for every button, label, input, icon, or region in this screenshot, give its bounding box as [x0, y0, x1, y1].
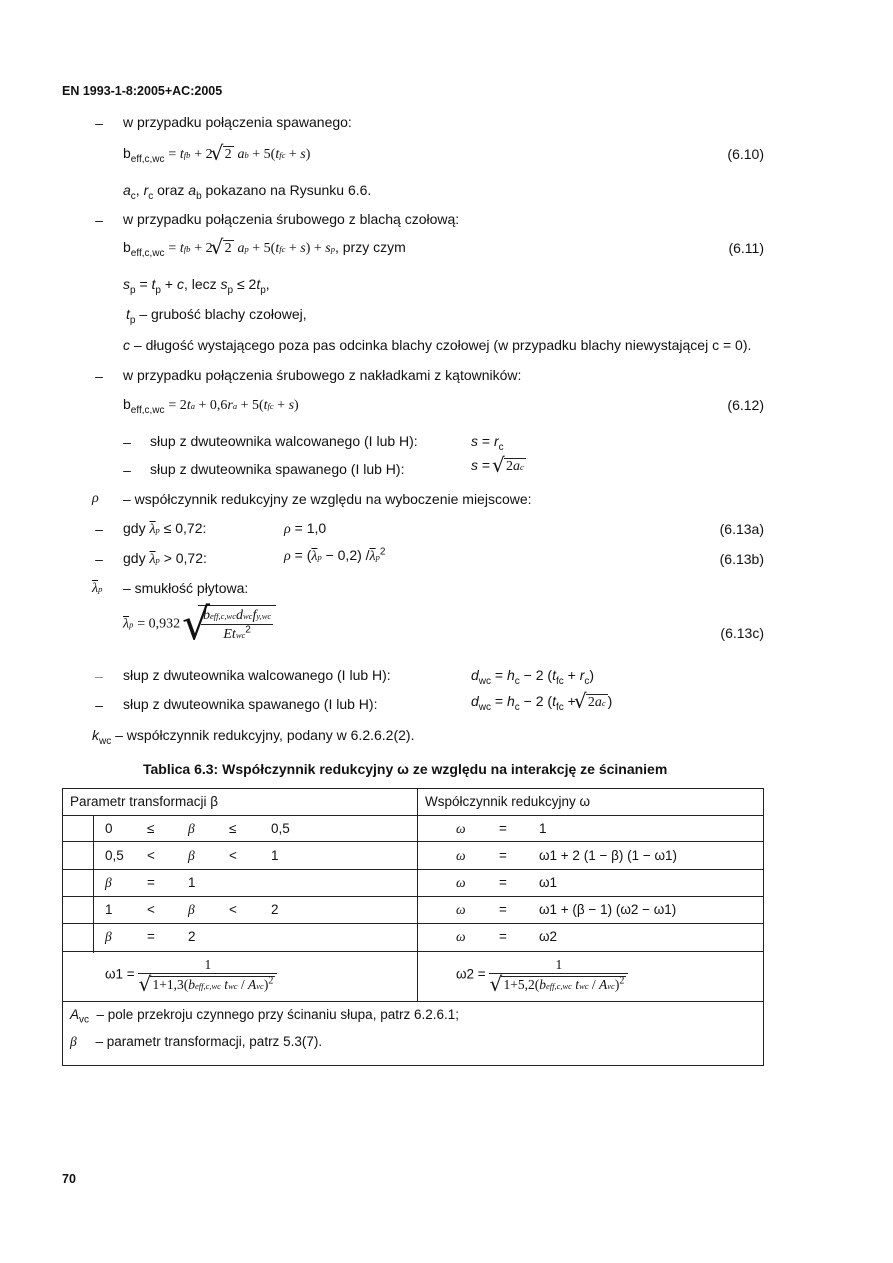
equation-number-6-11: (6.11) [728, 240, 764, 256]
table-cell: = [499, 929, 507, 944]
bullet-dash: – [95, 212, 103, 228]
s-welded: s = √ 2ac [471, 457, 526, 475]
table-row-divider [63, 923, 763, 924]
kwc-definition: $k_{wc}$ – współczynnik redukcyjny, podany w 6.2.6.2(2). [92, 727, 415, 747]
equation-6-11-tail: , przy czym [334, 239, 406, 255]
omega1-label: ω1 = [105, 966, 135, 982]
table-indent-line [93, 815, 94, 953]
note-6-10: $a_c$, $r_c$ oraz $a_b$ pokazano na Rysunku 6.6. [123, 182, 372, 202]
table-cell: ≤ [147, 821, 155, 836]
table-row-divider [63, 841, 763, 842]
table-cell: < [147, 848, 155, 863]
table-cell: β [188, 848, 195, 863]
condition-b: > 0,72: [163, 550, 207, 566]
table-cell: ω [456, 902, 466, 917]
table-cell: = [499, 875, 507, 890]
equation-number-6-13a: (6.13a) [719, 521, 764, 537]
table-row-divider [63, 1001, 763, 1002]
table-cell: = [147, 929, 155, 944]
bolted-intro-text: w przypadku połączenia śrubowego z blachą czołową: [123, 211, 460, 227]
bullet-dash: – [95, 668, 103, 684]
lambda-symbol: $\overline{\lambda}p$ [92, 581, 103, 596]
welded-intro-text: w przypadku połączenia spawanego: [123, 114, 352, 130]
table-cell: ω [456, 848, 466, 863]
s-rolled: $s = r_c$ [471, 433, 504, 453]
table-cell: 0,5 [105, 848, 124, 863]
omega1-numerator: 1 [204, 957, 212, 972]
table-cell: ω [456, 929, 466, 944]
table-row-divider [63, 815, 763, 816]
reduction-factor-table [62, 788, 764, 1066]
table-cell: ≤ [229, 821, 237, 836]
table-cell: < [229, 848, 237, 863]
table-cell: = [499, 848, 507, 863]
equation-number-6-10: (6.10) [727, 146, 764, 162]
rolled-column-text: słup z dwuteownika walcowanego (I lub H): [150, 433, 418, 449]
table-row-divider [63, 869, 763, 870]
table-cell: ω1 + 2 (1 − β) (1 − ω1) [539, 848, 678, 863]
lambda-description: – smukłość płytowa: [123, 580, 249, 596]
bullet-dash: – [95, 368, 103, 384]
table-cell: < [147, 902, 155, 917]
omega2-label: ω2 = [456, 966, 486, 982]
welded-column-text: słup z dwuteownika spawanego (I lub H): [150, 461, 405, 477]
sp-condition: $s_p = t_p + c$, lecz $s_p \le 2t_p$, [123, 276, 270, 296]
bullet-dash: – [95, 521, 103, 537]
equation-6-12: $b_{eff,c,wc} = 2ta + 0,6ra + 5(tfc + s)$ [123, 396, 299, 416]
table-cell: ω1 [539, 875, 558, 890]
omega2-coefficient: 1+5,2 [503, 977, 535, 992]
table-cell: β [188, 821, 195, 836]
condition-6-13b: gdy $\overline{\lambda}p > 0,72$: [123, 550, 207, 567]
table-note-beta-text: – parametr transformacji, patrz 5.3(7). [95, 1034, 323, 1049]
c-definition-text: – długość wystającego poza pas odcinka blachy czołowej (w przypadku blachy niewystającej c = 0). [133, 337, 752, 353]
table-cell: β [105, 929, 112, 944]
gdy-label: gdy [123, 520, 146, 536]
table-cell: ω [456, 875, 466, 890]
table-cell: β [188, 902, 195, 917]
kwc-definition-text: – współczynnik redukcyjny, podany w 6.2.6.2(2). [115, 727, 415, 743]
table-cell: 2 [271, 902, 279, 917]
table-header-beta: Parametr transformacji β [70, 794, 219, 809]
table-note-beta: β – parametr transformacji, patrz 5.3(7). [70, 1034, 323, 1049]
condition-a: ≤ 0,72: [163, 520, 207, 536]
dwc-rolled: $d_{wc} = h_c - 2$ $(t_{fc} + r_c)$ [471, 667, 595, 687]
condition-6-13a: gdy $\overline{\lambda}p \le 0,72$: [123, 520, 207, 537]
equation-6-13c: $\overline{\lambda}p = 0,932$ √ $\frac{\text{beff,c,wcdwcfy,wc}}{Etwc^2}$ [123, 605, 276, 643]
angle-intro-text: w przypadku połączenia śrubowego z nakładkami z kątowników: [123, 367, 522, 383]
omega1-formula: ω1 = 1 √ 1+1,3(beff,c,wc twc / Avc)$^2$ [105, 957, 277, 993]
table-cell: 1 [188, 875, 196, 890]
equation-number-6-13c: (6.13c) [720, 625, 764, 641]
table-cell: 0,5 [271, 821, 290, 836]
omega1-coefficient: 1+1,3 [152, 977, 184, 992]
table-note-avc-text: – pole przekroju czynnego przy ścinaniu słupa, patrz 6.2.6.1; [96, 1007, 459, 1022]
table-column-divider [417, 789, 418, 1001]
table-cell: 1 [539, 821, 547, 836]
rho-description: – współczynnik redukcyjny ze względu na wyboczenie miejscowe: [123, 491, 532, 507]
table-cell: 0 [105, 821, 113, 836]
table-cell: ω1 + (β − 1) (ω2 − ω1) [539, 902, 677, 917]
equation-6-11: $b_{eff,c,wc}$ = tfb + 2 √ 2 ap + 5(tfc + s) + sp, przy czym [123, 239, 406, 257]
bullet-dash: – [123, 462, 131, 478]
table-cell: ω [456, 821, 466, 836]
bullet-dash: – [95, 115, 103, 131]
table-cell: < [229, 902, 237, 917]
rho-value-b: $\rho = (\overline{\lambda}p - 0,2)$ $/\overline{\lambda}p^2$ [284, 546, 386, 564]
table-cell: = [499, 902, 507, 917]
table-cell: ω2 [539, 929, 558, 944]
table-row-divider [63, 896, 763, 897]
omega2-formula: ω2 = 1 √ 1+5,2(beff,c,wc twc / Avc)$^2$ [456, 957, 628, 993]
bullet-dash: – [95, 697, 103, 713]
equation-number-6-13b: (6.13b) [719, 551, 764, 567]
dwc-welded: $d_{wc} = h_c - 2$ ($t_{fc}$ + √ 2ac ) [471, 693, 612, 711]
table-title: Tablica 6.3: Współczynnik redukcyjny ω ze względu na interakcję ze ścinaniem [143, 761, 668, 777]
table-row-divider [63, 951, 763, 952]
table-cell: = [147, 875, 155, 890]
table-cell: β [105, 875, 112, 890]
table-note-avc: $A_{vc}$ – pole przekroju czynnego przy ścinaniu słupa, patrz 6.2.6.1; [70, 1007, 459, 1026]
omega2-numerator: 1 [555, 957, 563, 972]
table-cell: 2 [188, 929, 196, 944]
welded-column-dwc-text: słup z dwuteownika spawanego (I lub H): [123, 696, 378, 712]
rho-symbol: ρ [92, 491, 99, 506]
tp-definition: $t_p$ – grubość blachy czołowej, [126, 306, 307, 326]
bullet-dash: – [123, 434, 131, 450]
table-header-omega: Współczynnik redukcyjny ω [425, 794, 591, 809]
lambda-coefficient: = 0,932 [137, 616, 181, 632]
page-number: 70 [62, 1172, 76, 1186]
table-cell: 1 [271, 848, 279, 863]
c-definition: c – długość wystającego poza pas odcinka blachy czołowej (w przypadku blachy niewystającej c = 0). [123, 337, 752, 353]
equation-6-10: $b_{eff,c,wc}$ = tfb + 2 √ 2 ab + 5(tfc + s) [123, 145, 310, 163]
gdy-label: gdy [123, 550, 146, 566]
bullet-dash: – [95, 551, 103, 567]
equation-number-6-12: (6.12) [727, 397, 764, 413]
document-standard-header: EN 1993-1-8:2005+AC:2005 [62, 84, 223, 98]
rho-value-a: ρ = 1,0 [284, 520, 327, 537]
tp-definition-text: – grubość blachy czołowej, [139, 306, 307, 322]
table-cell: 1 [105, 902, 113, 917]
table-cell: = [499, 821, 507, 836]
rolled-column-dwc-text: słup z dwuteownika walcowanego (I lub H): [123, 667, 391, 683]
